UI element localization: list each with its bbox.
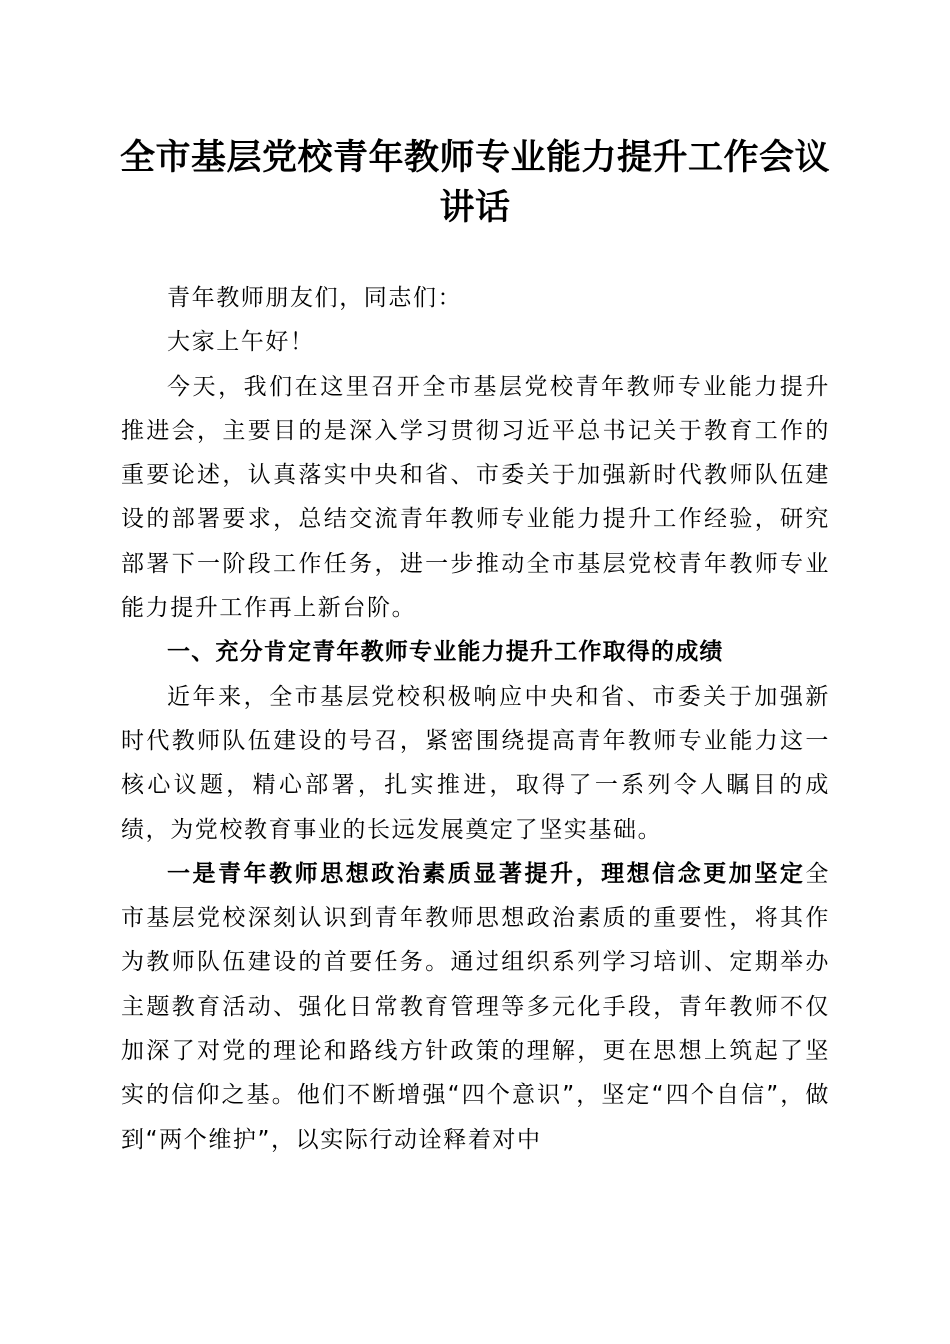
salutation: 青年教师朋友们，同志们： <box>167 285 463 311</box>
section-1-heading: 一、充分肯定青年教师专业能力提升工作取得的成绩 <box>167 639 724 666</box>
point-1-body: 全市基层党校深刻认识到青年教师思想政治素质的重要性，将其作为教师队伍建设的首要任务。通过组织系列学习培训、定期举办主题教育活动、强化日常教育管理等多元化手段，青年教师不仅加深了对党的理论和路线方针政策的理解，更在思想上筑起了坚实的信仰之基。他们不断增强“四个意识”，坚定“四个自信”，做到“两个维护”，以实际行动诠释着对中 <box>121 860 830 1153</box>
greeting: 大家上午好！ <box>167 329 315 356</box>
document-body <box>121 276 830 1162</box>
point-1-paragraph <box>121 852 830 1162</box>
title-line-2: 讲话 <box>439 187 511 228</box>
intro-paragraph: 今天，我们在这里召开全市基层党校青年教师专业能力提升推进会，主要目的是深入学习贯彻习近平总书记关于教育工作的重要论述，认真落实中央和省、市委关于加强新时代教师队伍建设的部署要求，总结交流青年教师专业能力提升工作经验，研究部署下一阶段工作任务，进一步推动全市基层党校青年教师专业能力提升工作再上新台阶。 <box>121 373 830 622</box>
document-title <box>100 133 850 233</box>
point-1-lead: 一是青年教师思想政治素质显著提升，理想信念更加坚定 <box>167 860 806 887</box>
title-line-1: 全市基层党校青年教师专业能力提升工作会议 <box>119 137 830 178</box>
section-1-paragraph: 近年来，全市基层党校积极响应中央和省、市委关于加强新时代教师队伍建设的号召，紧密围绕提高青年教师专业能力这一核心议题，精心部署，扎实推进，取得了一系列令人瞩目的成绩，为党校教育事业的长远发展奠定了坚实基础。 <box>121 683 830 843</box>
